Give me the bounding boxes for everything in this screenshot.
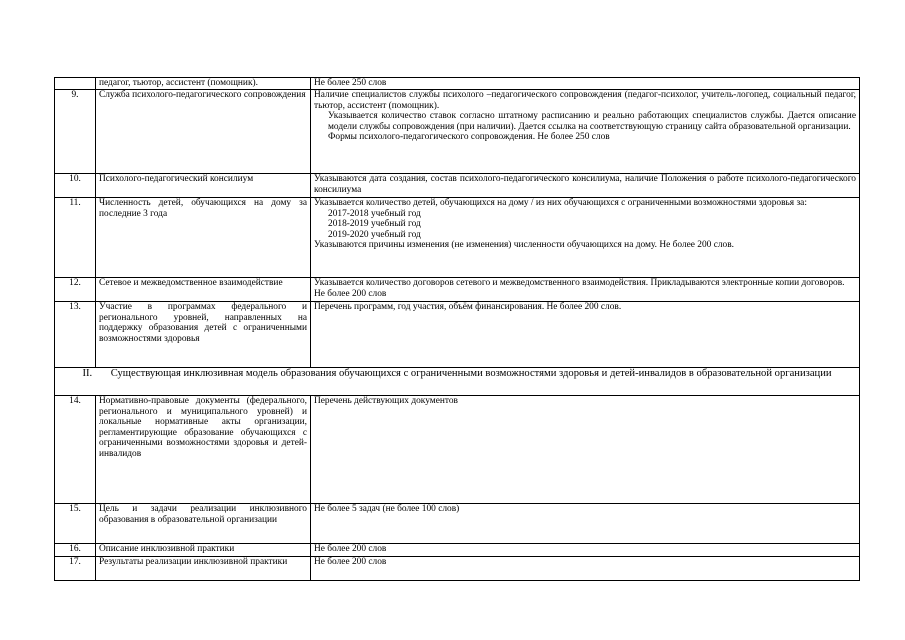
section-row xyxy=(55,368,860,396)
criterion-description: Наличие специалистов службы психолого –педагогического сопровождения (педагог-психолог, учитель-логопед, социальный педагог, тьютор, ассистент (помощник). Указывается количество ставок согласно штатному расписанию и реально работающих специалистов службы. Дается описание модели службы сопровождения (при наличии). Дается ссылка на соответствующую страницу сайта образовательной организации. Формы психолого-педагогического сопровождения. Не более 250 слов xyxy=(311,90,860,174)
table-row xyxy=(55,302,860,368)
row-number: 13. xyxy=(55,302,96,368)
table-row xyxy=(55,544,860,557)
row-number: 11. xyxy=(55,198,96,278)
section-heading: II. Существующая инклюзивная модель образования обучающихся с ограниченными возможностями здоровья и детей-инвалидов в образовательной организации xyxy=(55,368,860,396)
criterion-description: Указывается количество детей, обучающихся на дому / из них обучающихся с ограниченными возможностями здоровья за: 2017-2018 учебный год 2018-2019 учебный год 2019-2020 учебный год Указываются причины изменения (не изменения) численности обучающихся на дому. Не более 200 слов. xyxy=(311,198,860,278)
criterion-description: Указывается количество договоров сетевого и межведомственного взаимодействия. Прикладываются электронные копии договоров. Не более 200 слов xyxy=(311,278,860,302)
table-row xyxy=(55,198,860,278)
criteria-table xyxy=(54,77,860,581)
criterion-name: Служба психолого-педагогического сопровождения xyxy=(96,90,311,174)
criterion-name: Цель и задачи реализации инклюзивного образования в образовательной организации xyxy=(96,504,311,544)
table-row xyxy=(55,278,860,302)
row-number: 14. xyxy=(55,396,96,504)
criterion-description: Указываются дата создания, состав психолого-педагогического консилиума, наличие Положения о работе психолого-педагогического консилиума xyxy=(311,174,860,198)
table-row xyxy=(55,90,860,174)
table-row xyxy=(55,557,860,581)
criterion-name: Психолого-педагогический консилиум xyxy=(96,174,311,198)
criterion-description: Не более 250 слов xyxy=(311,78,860,90)
row-number: 17. xyxy=(55,557,96,581)
document-page xyxy=(54,77,859,581)
row-number: 10. xyxy=(55,174,96,198)
criterion-description: Не более 200 слов xyxy=(311,557,860,581)
row-number: 9. xyxy=(55,90,96,174)
criterion-description: Не более 5 задач (не более 100 слов) xyxy=(311,504,860,544)
table-row xyxy=(55,174,860,198)
table-row xyxy=(55,78,860,90)
criterion-name: Сетевое и межведомственное взаимодействие xyxy=(96,278,311,302)
criterion-description: Не более 200 слов xyxy=(311,544,860,557)
row-number: 16. xyxy=(55,544,96,557)
row-number xyxy=(55,78,96,90)
criterion-name: Нормативно-правовые документы (федерального, регионального и муниципального уровней) и локальные нормативные акты организации, регламентирующие образование обучающихся с ограниченными возможностями здоровья и детей-инвалидов xyxy=(96,396,311,504)
criterion-name: Участие в программах федерального и регионального уровней, направленных на поддержку образования детей с ограниченными возможностями здоровья xyxy=(96,302,311,368)
row-number: 12. xyxy=(55,278,96,302)
criterion-description: Перечень программ, год участия, объём финансирования. Не более 200 слов. xyxy=(311,302,860,368)
table-row xyxy=(55,396,860,504)
table-row xyxy=(55,504,860,544)
criterion-name: Описание инклюзивной практики xyxy=(96,544,311,557)
criterion-description: Перечень действующих документов xyxy=(311,396,860,504)
criterion-name: педагог, тьютор, ассистент (помощник). xyxy=(96,78,311,90)
criterion-name: Результаты реализации инклюзивной практики xyxy=(96,557,311,581)
row-number: 15. xyxy=(55,504,96,544)
criterion-name: Численность детей, обучающихся на дому за последние 3 года xyxy=(96,198,311,278)
